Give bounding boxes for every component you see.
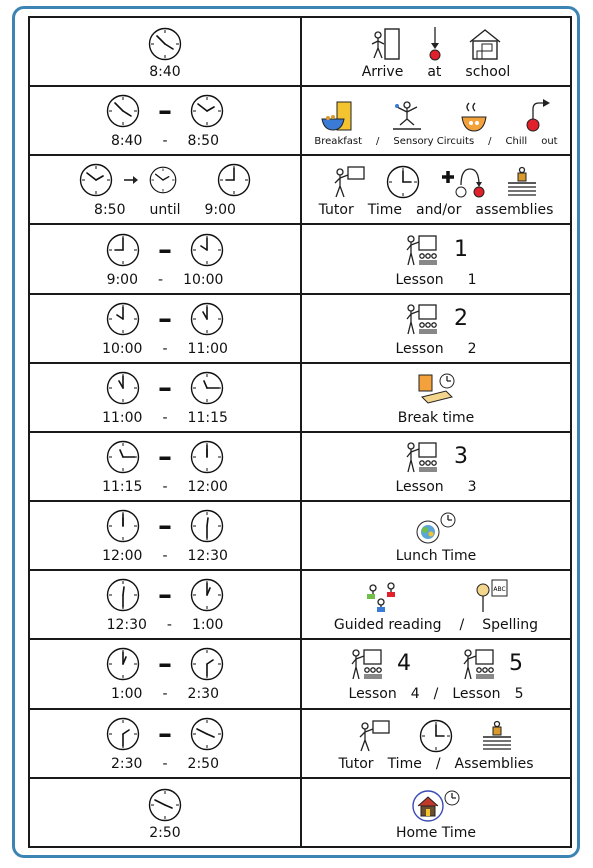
clock-icon bbox=[190, 440, 224, 474]
activity-label: Sensory Circuits bbox=[393, 135, 475, 147]
activity-label: school bbox=[465, 64, 511, 81]
end-time: 11:15 bbox=[187, 409, 228, 426]
arrow-right-icon bbox=[123, 174, 139, 186]
time-cell bbox=[29, 501, 301, 570]
range-separator: - bbox=[162, 548, 168, 565]
range-dash: – bbox=[158, 647, 172, 681]
out-arrow-icon bbox=[523, 99, 553, 133]
clock-icon bbox=[190, 233, 224, 267]
activity-label: out bbox=[541, 135, 558, 147]
activity-separator: / bbox=[488, 135, 492, 147]
table-row bbox=[29, 778, 571, 847]
range-separator: - bbox=[158, 271, 164, 288]
school-building-icon bbox=[467, 27, 503, 61]
range-separator: - bbox=[162, 133, 168, 150]
range-dash: – bbox=[158, 94, 172, 128]
activity-cell bbox=[301, 155, 571, 224]
lesson-teacher-icon bbox=[404, 440, 440, 474]
activity-label: Lesson bbox=[348, 686, 397, 703]
chill-relax-icon bbox=[459, 99, 489, 133]
spelling-card-text: ABC bbox=[493, 586, 506, 594]
end-time: 2:30 bbox=[187, 686, 219, 703]
activity-separator: / bbox=[376, 135, 380, 147]
start-time: 12:30 bbox=[106, 617, 147, 634]
activity-label: Time bbox=[387, 755, 422, 772]
end-time: 1:00 bbox=[191, 617, 224, 634]
timetable-frame bbox=[12, 6, 580, 858]
time-cell bbox=[29, 155, 301, 224]
time-cell bbox=[29, 709, 301, 778]
activity-cell bbox=[301, 778, 571, 847]
clock-icon bbox=[386, 165, 420, 199]
activity-label: Guided reading bbox=[333, 617, 442, 634]
range-separator: - bbox=[162, 409, 168, 426]
time-cell bbox=[29, 294, 301, 363]
table-row bbox=[29, 17, 571, 86]
clock-icon bbox=[190, 717, 224, 751]
activity-label: Spelling bbox=[482, 617, 539, 634]
activity-label: and/or bbox=[415, 202, 462, 219]
time-cell bbox=[29, 17, 301, 86]
activity-cell bbox=[301, 224, 571, 293]
activity-label: Arrive bbox=[361, 64, 404, 81]
breakfast-cereal-icon bbox=[319, 99, 355, 133]
range-dash: – bbox=[158, 232, 172, 266]
time-cell bbox=[29, 432, 301, 501]
table-row bbox=[29, 155, 571, 224]
and-or-icon bbox=[438, 165, 486, 199]
table-row bbox=[29, 363, 571, 432]
range-dash: – bbox=[158, 578, 172, 612]
clock-icon bbox=[106, 717, 140, 751]
clock-icon bbox=[419, 719, 453, 753]
range-separator: until bbox=[149, 202, 181, 219]
assembly-hall-icon bbox=[504, 165, 540, 199]
range-separator: - bbox=[162, 340, 168, 357]
end-time: 2:50 bbox=[187, 755, 219, 772]
home-house-icon bbox=[411, 788, 461, 822]
tutor-whiteboard-icon bbox=[332, 165, 368, 199]
clock-icon bbox=[106, 440, 140, 474]
activity-cell bbox=[301, 294, 571, 363]
guided-reading-icon bbox=[363, 580, 403, 614]
table-row bbox=[29, 639, 571, 708]
start-time: 11:15 bbox=[102, 479, 143, 496]
activity-label: Lesson bbox=[452, 686, 501, 703]
lesson-number: 3 bbox=[454, 444, 468, 470]
end-time: 10:00 bbox=[183, 271, 224, 288]
activity-label: 1 bbox=[467, 271, 477, 288]
start-time: 12:00 bbox=[102, 548, 143, 565]
lesson-number: 5 bbox=[509, 651, 523, 677]
clock-icon bbox=[148, 788, 182, 822]
start-time: 10:00 bbox=[102, 340, 143, 357]
range-separator: - bbox=[162, 755, 168, 772]
activity-label: Tutor bbox=[318, 202, 354, 219]
time-cell bbox=[29, 778, 301, 847]
lesson-teacher-icon bbox=[461, 647, 497, 681]
lesson-number: 4 bbox=[397, 651, 411, 677]
table-row bbox=[29, 570, 571, 639]
activity-label: 4 bbox=[410, 686, 420, 703]
activity-separator: / bbox=[435, 755, 441, 772]
activity-label: Lesson bbox=[395, 271, 444, 288]
clock-icon bbox=[190, 371, 224, 405]
time-cell bbox=[29, 224, 301, 293]
clock-icon bbox=[106, 647, 140, 681]
range-separator: - bbox=[162, 479, 168, 496]
activity-label: 5 bbox=[514, 686, 524, 703]
table-row bbox=[29, 432, 571, 501]
clock-icon bbox=[190, 647, 224, 681]
table-row bbox=[29, 501, 571, 570]
lunch-plate-icon bbox=[414, 511, 458, 545]
table-row bbox=[29, 709, 571, 778]
start-time: 2:30 bbox=[111, 755, 143, 772]
activity-label: 3 bbox=[467, 479, 477, 496]
time-cell bbox=[29, 570, 301, 639]
time-cell bbox=[29, 86, 301, 155]
clock-icon bbox=[106, 509, 140, 543]
start-time: 11:00 bbox=[102, 409, 143, 426]
activity-cell bbox=[301, 86, 571, 155]
range-dash: – bbox=[158, 370, 172, 404]
activity-label: Lesson bbox=[395, 479, 444, 496]
end-time: 9:00 bbox=[204, 202, 236, 219]
end-time: 12:30 bbox=[187, 548, 228, 565]
sensory-circuits-icon bbox=[389, 99, 425, 133]
clock-icon bbox=[190, 578, 224, 612]
end-time: 12:00 bbox=[187, 479, 228, 496]
activity-separator: / bbox=[433, 686, 439, 703]
daily-timetable bbox=[28, 16, 572, 848]
table-row bbox=[29, 294, 571, 363]
end-time: 8:50 bbox=[187, 133, 219, 150]
spelling-icon bbox=[473, 578, 509, 614]
start-time: 8:40 bbox=[111, 133, 143, 150]
end-time: 11:00 bbox=[187, 340, 228, 357]
break-snack-icon bbox=[416, 371, 456, 407]
clock-icon bbox=[106, 302, 140, 336]
start-time: 8:50 bbox=[94, 202, 126, 219]
activity-label: assemblies bbox=[475, 202, 554, 219]
arrive-arrow-icon bbox=[425, 25, 445, 61]
range-dash: – bbox=[158, 509, 172, 543]
start-time: 8:40 bbox=[149, 64, 181, 81]
clock-icon bbox=[190, 509, 224, 543]
arrive-door-icon bbox=[369, 27, 403, 61]
range-dash: – bbox=[158, 716, 172, 750]
activity-label: Tutor bbox=[338, 755, 374, 772]
activity-label: 2 bbox=[467, 340, 477, 357]
activity-label: Lesson bbox=[395, 340, 444, 357]
activity-label: Lunch Time bbox=[395, 548, 477, 565]
lesson-teacher-icon bbox=[404, 302, 440, 336]
lesson-number: 2 bbox=[454, 305, 468, 331]
activity-cell bbox=[301, 432, 571, 501]
activity-label: at bbox=[427, 64, 442, 81]
activity-label: Home Time bbox=[395, 824, 477, 841]
clock-icon bbox=[79, 163, 113, 197]
range-separator: - bbox=[162, 686, 168, 703]
activity-cell bbox=[301, 709, 571, 778]
range-dash: – bbox=[158, 440, 172, 474]
activity-label: Assemblies bbox=[454, 755, 534, 772]
time-cell bbox=[29, 639, 301, 708]
clock-icon bbox=[106, 94, 140, 128]
activity-cell bbox=[301, 501, 571, 570]
lesson-teacher-icon bbox=[404, 233, 440, 267]
clock-icon bbox=[106, 371, 140, 405]
activity-label: Break time bbox=[397, 409, 475, 426]
start-time: 2:50 bbox=[149, 824, 181, 841]
range-dash: – bbox=[158, 301, 172, 335]
clock-icon bbox=[190, 94, 224, 128]
start-time: 1:00 bbox=[111, 686, 143, 703]
assembly-hall-icon bbox=[479, 719, 515, 753]
table-row bbox=[29, 86, 571, 155]
lesson-number: 1 bbox=[454, 236, 468, 262]
activity-label: Breakfast bbox=[314, 135, 363, 147]
table-row bbox=[29, 224, 571, 293]
activity-label: Time bbox=[367, 202, 402, 219]
activity-cell bbox=[301, 639, 571, 708]
clock-icon bbox=[149, 166, 177, 194]
clock-icon bbox=[190, 302, 224, 336]
activity-cell bbox=[301, 570, 571, 639]
activity-cell bbox=[301, 17, 571, 86]
time-cell bbox=[29, 363, 301, 432]
start-time: 9:00 bbox=[106, 271, 139, 288]
lesson-teacher-icon bbox=[349, 647, 385, 681]
range-separator: - bbox=[166, 617, 172, 634]
tutor-whiteboard-icon bbox=[357, 719, 393, 753]
activity-cell bbox=[301, 363, 571, 432]
clock-icon bbox=[106, 233, 140, 267]
activity-separator: / bbox=[459, 617, 465, 634]
clock-icon bbox=[148, 27, 182, 61]
clock-icon bbox=[217, 163, 251, 197]
activity-label: Chill bbox=[505, 135, 528, 147]
clock-icon bbox=[106, 578, 140, 612]
